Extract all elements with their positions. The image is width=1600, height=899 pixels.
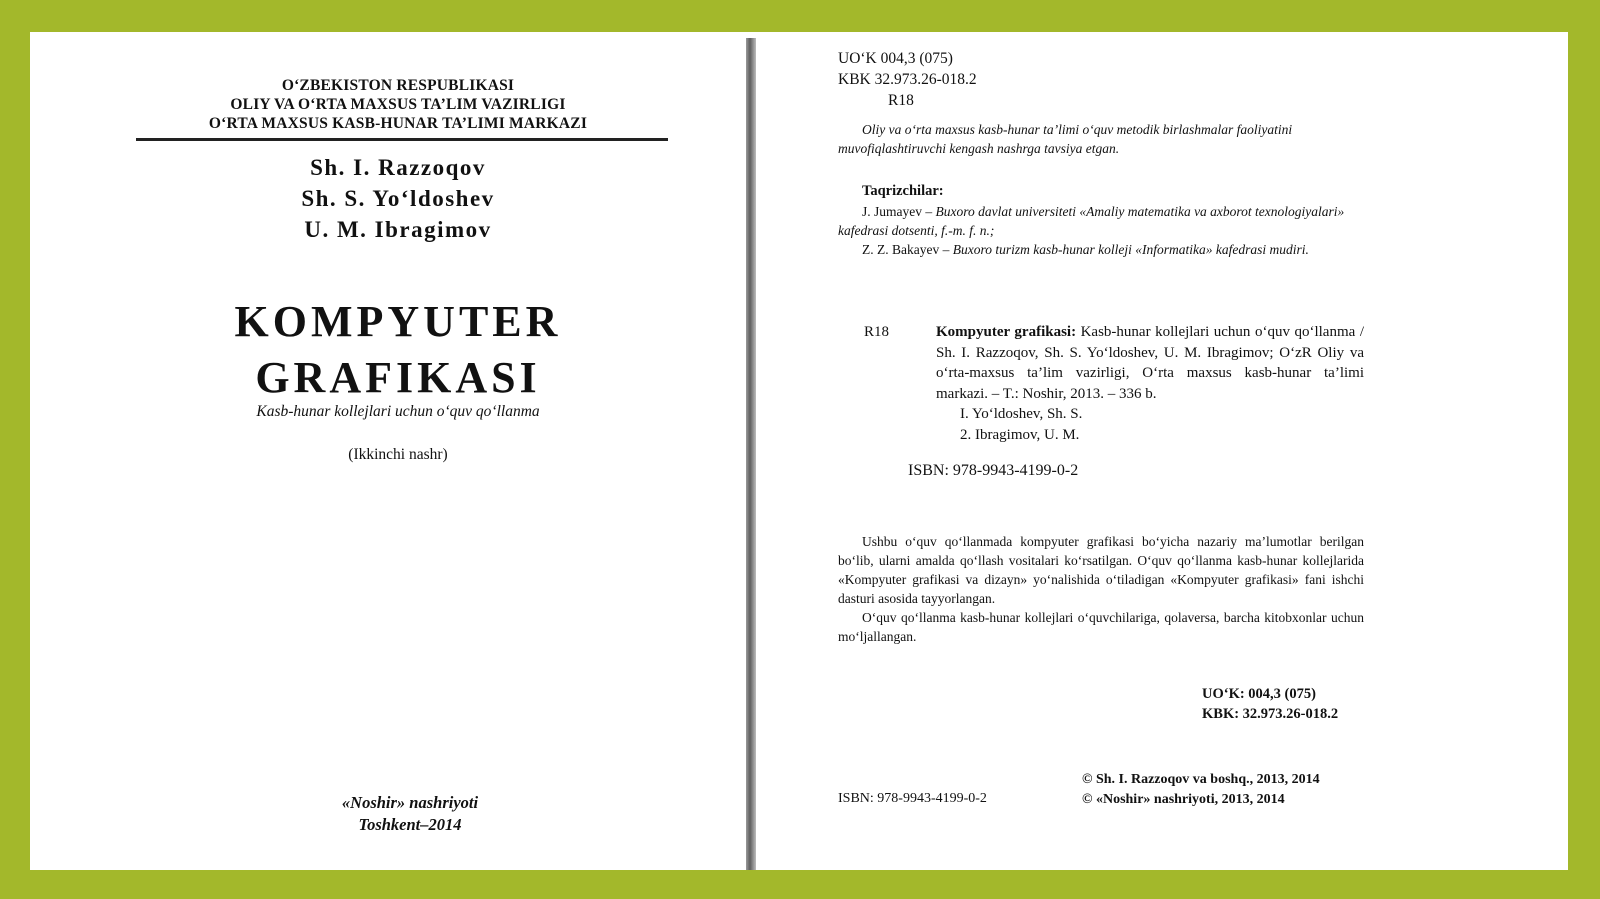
publisher-block (138, 792, 682, 836)
ministry-header (138, 76, 658, 133)
ministry-line: O‘RTA MAXSUS KASB-HUNAR TA’LIMI MARKAZI (208, 115, 588, 132)
book-title-line: GRAFIKASI (255, 353, 541, 402)
reviewer-entry (838, 240, 1364, 259)
ministry-line: O‘ZBEKISTON RESPUBLIKASI (281, 77, 515, 94)
book-title (138, 294, 658, 406)
reviewer-name: J. Jumayev – (862, 204, 936, 219)
author-name: Sh. S. Yo‘ldoshev (301, 186, 495, 211)
title-page (30, 32, 746, 870)
author-name: U. M. Ibragimov (304, 217, 492, 242)
udk-code-bottom: UO‘K: 004,3 (075) (1202, 686, 1316, 702)
biblio-text: Kasb-hunar kollejlari uchun o‘quv qo‘llanma / Sh. I. Razzoqov, Sh. S. Yo‘ldoshev, U. M. Ibragimov; O‘zR Oliy va o‘rta-maxsus ta’lim vazirligi, O‘rta maxsus kasb-hunar ta’limi markazi. – T.: Noshir, 2013. – 336 b. (936, 324, 1364, 402)
copyright-block (1082, 770, 1320, 810)
header-rule (136, 138, 668, 141)
isbn-main: ISBN: 978-9943-4199-0-2 (908, 462, 1079, 479)
city-year: Toshkent–2014 (358, 815, 462, 834)
reviewer-name: Z. Z. Bakayev – (862, 242, 953, 257)
biblio-body (936, 322, 1364, 445)
book-title-line: KOMPYUTER (234, 297, 562, 346)
abstract-paragraph: O‘quv qo‘llanma kasb-hunar kollejlari o‘quvchilariga, qolaversa, barcha kitobxonlar uchun mo‘ljallangan. (838, 610, 1364, 644)
biblio-code: R18 (864, 324, 890, 340)
classification-codes (838, 48, 977, 111)
biblio-title: Kompyuter grafikasi: (936, 324, 1077, 340)
copyright-page (756, 32, 1568, 870)
book-subtitle: Kasb-hunar kollejlari uchun o‘quv qo‘llanma (256, 403, 540, 420)
ministry-line: OLIY VA O‘RTA MAXSUS TA’LIM VAZIRLIGI (230, 96, 566, 113)
bottom-classification-codes (1202, 684, 1338, 724)
authors (138, 152, 658, 245)
book-spread (30, 32, 1568, 870)
kbk-code-bottom: KBK: 32.973.26-018.2 (1202, 706, 1339, 722)
edition-note: (Ikkinchi nashr) (348, 446, 448, 463)
reviewers-block (838, 182, 1364, 259)
biblio-description (936, 322, 1364, 404)
shelf-code: R18 (888, 92, 914, 109)
copyright-line: © Sh. I. Razzoqov va boshq., 2013, 2014 (1082, 772, 1320, 787)
biblio-entry: I. Yo‘ldoshev, Sh. S. (960, 406, 1083, 422)
abstract (838, 532, 1364, 646)
biblio-entry: 2. Ibragimov, U. M. (960, 426, 1080, 443)
book-spine (746, 38, 756, 870)
reviewers-heading: Taqrizchilar: (862, 183, 944, 199)
publisher-name: «Noshir» nashriyoti (341, 793, 479, 812)
copyright-line: © «Noshir» nashriyoti, 2013, 2014 (1082, 792, 1285, 807)
recommendation-note: Oliy va o‘rta maxsus kasb-hunar ta’limi o‘quv metodik birlashmalar faoliyatini muvofiqlashtiruvchi kengash nashrga tavsiya etgan. (838, 122, 1293, 156)
kbk-code: KBK 32.973.26-018.2 (838, 71, 977, 88)
abstract-paragraph: Ushbu o‘quv qo‘llanmada kompyuter grafikasi bo‘yicha nazariy ma’lumotlar berilgan bo‘lib, ularni amalda qo‘llash vositalari ko‘rsatilgan. O‘quv qo‘llanma kasb-hunar kollejlarida «Kompyuter grafikasi va dizayn» yo‘nalishida o‘tiladigan «Kompyuter grafikasi» fani ishchi dasturi asosida tayyorlangan. (838, 534, 1364, 606)
reviewer-description: Buxoro turizm kasb-hunar kolleji «Informatika» kafedrasi mudiri. (952, 242, 1309, 257)
isbn-bottom: ISBN: 978-9943-4199-0-2 (838, 791, 987, 806)
reviewer-description: Buxoro davlat universiteti «Amaliy matematika va axborot texnologiyalari» kafedrasi dotsenti, f.-m. f. n.; (838, 204, 1345, 238)
udk-code: UO‘K 004,3 (075) (838, 50, 953, 67)
reviewer-entry (838, 202, 1364, 240)
author-name: Sh. I. Razzoqov (310, 155, 486, 180)
